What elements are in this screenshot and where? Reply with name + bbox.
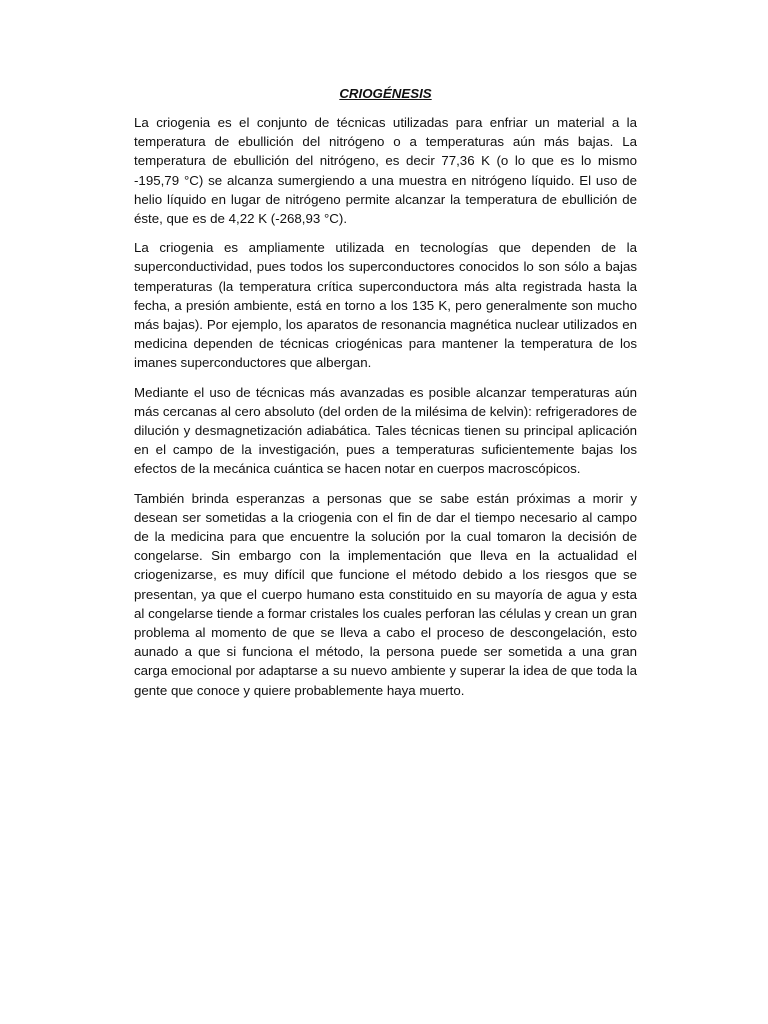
document-title: CRIOGÉNESIS (339, 86, 432, 101)
paragraph-3: Mediante el uso de técnicas más avanzadas es posible alcanzar temperaturas aún más cercanas al cero absoluto (del orden de la milésima de kelvin): refrigeradores de dilución y desmagnetización adiabática. Tales técnicas tienen su principal aplicación en el campo de la investigación, pues a temperaturas suficientemente bajas los efectos de la mecánica cuántica se hacen notar en cuerpos macroscópicos. (134, 384, 637, 477)
document-page (134, 84, 637, 710)
paragraph-1: La criogenia es el conjunto de técnicas utilizadas para enfriar un material a la temperatura de ebullición del nitrógeno o a temperaturas aún más bajas. La temperatura de ebullición del nitrógeno, es decir 77,36 K (o lo que es lo mismo -195,79 °C) se alcanza sumergiendo a una muestra en nitrógeno líquido. El uso de helio líquido en lugar de nitrógeno permite alcanzar la temperatura de ebullición de éste, que es de 4,22 K (-268,93 °C). (134, 115, 637, 227)
paragraph-4: También brinda esperanzas a personas que se sabe están próximas a morir y desean ser sometidas a la criogenia con el fin de dar el tiempo necesario al campo de la medicina para que encuentre la solución por la cual tomaron la decisión de congelarse. Sin embargo con la implementación que lleva en la actualidad el criogenizarse, es muy difícil que funcione el método debido a los riesgos que se presentan, ya que el cuerpo humano esta constituido en su mayoría de agua y esta al congelarse tiende a formar cristales los cuales perforan las células y crean un gran problema al momento de que se lleva a cabo el proceso de descongelación, esto aunado a que si funciona el método, la persona puede ser sometida a una gran carga emocional por adaptarse a su nuevo ambiente y superar la idea de que toda la gente que conoce y quiere probablemente haya muerto. (134, 490, 637, 698)
paragraph-2: La criogenia es ampliamente utilizada en tecnologías que dependen de la superconductividad, pues todos los superconductores conocidos lo son sólo a bajas temperaturas (la temperatura crítica superconductora más alta registrada hasta la fecha, a presión ambiente, está en torno a los 135 K, pero generalmente son mucho más bajas). Por ejemplo, los aparatos de resonancia magnética nuclear utilizados en medicina dependen de técnicas criogénicas para mantener la temperatura de los imanes superconductores que albergan. (134, 240, 637, 371)
